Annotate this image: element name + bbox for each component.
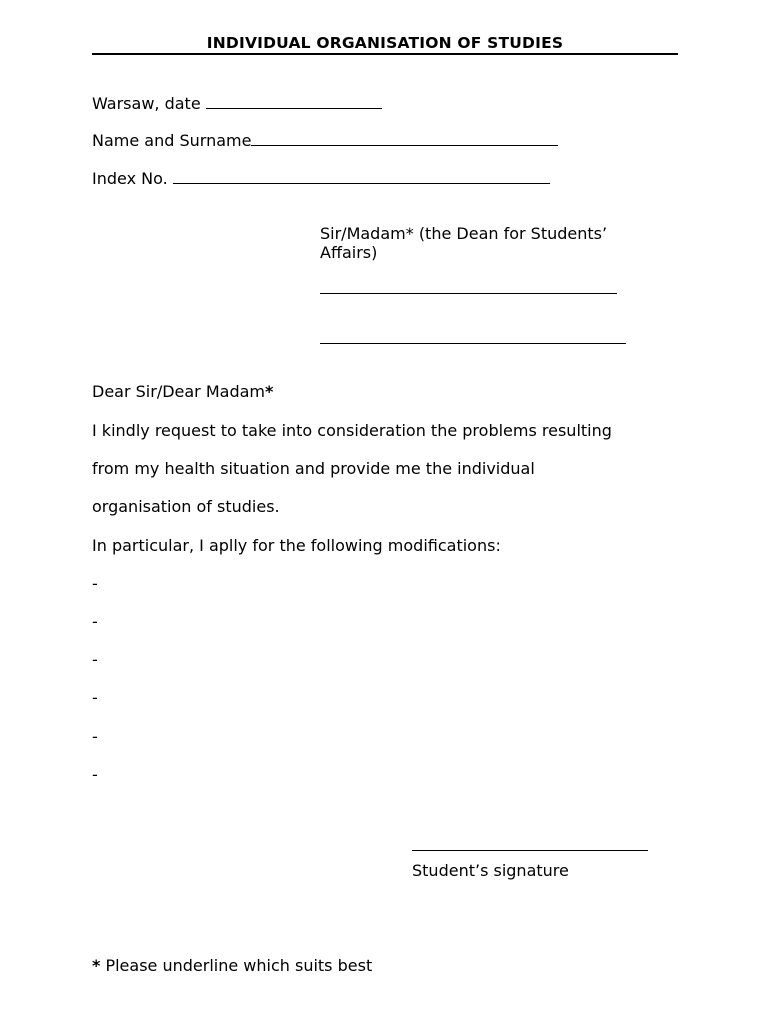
name-field xyxy=(92,131,558,150)
footnote-asterisk: * xyxy=(92,956,101,975)
modification-item[interactable]: - xyxy=(92,650,98,669)
index-field xyxy=(92,169,550,188)
document-title: INDIVIDUAL ORGANISATION OF STUDIES xyxy=(206,34,564,52)
addressee-line-1: Sir/Madam* (the Dean for Students’ xyxy=(320,224,608,243)
addressee-line-2: Affairs) xyxy=(320,243,378,262)
addressee-blank-1[interactable] xyxy=(320,293,617,294)
modification-item[interactable]: - xyxy=(92,688,98,707)
body-line-3: organisation of studies. xyxy=(92,497,280,516)
index-blank[interactable] xyxy=(173,169,550,184)
body-line-2: from my health situation and provide me the individual xyxy=(92,459,535,478)
salutation xyxy=(92,382,273,401)
addressee-blank-2[interactable] xyxy=(320,343,626,344)
footnote xyxy=(92,956,372,975)
salutation-asterisk: * xyxy=(265,382,274,401)
name-label: Name and Surname xyxy=(92,131,252,150)
modification-item[interactable]: - xyxy=(92,765,98,784)
signature-label: Student’s signature xyxy=(412,861,569,880)
modification-item[interactable]: - xyxy=(92,727,98,746)
body-line-1: I kindly request to take into consideration the problems resulting xyxy=(92,421,612,440)
signature-line[interactable] xyxy=(412,850,648,851)
date-field xyxy=(92,94,382,113)
salutation-text: Dear Sir/Dear Madam xyxy=(92,382,265,401)
name-blank[interactable] xyxy=(251,131,558,146)
index-label: Index No. xyxy=(92,169,173,188)
modification-item[interactable]: - xyxy=(92,612,98,631)
date-label: Warsaw, date xyxy=(92,94,206,113)
date-blank[interactable] xyxy=(206,94,382,109)
footnote-text: Please underline which suits best xyxy=(100,956,373,975)
body-line-4: In particular, I aplly for the following modifications: xyxy=(92,536,501,555)
modification-item[interactable]: - xyxy=(92,574,98,593)
title-underline xyxy=(92,53,678,55)
